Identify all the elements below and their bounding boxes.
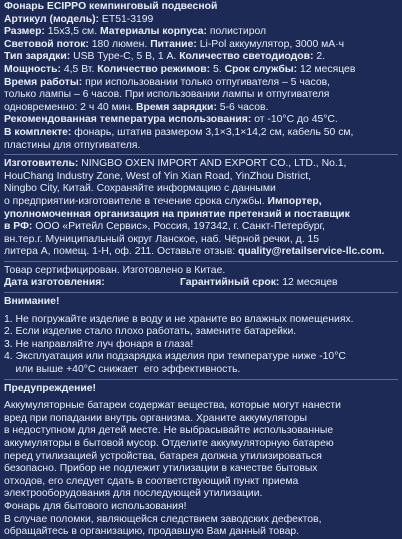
importer-line-1 bbox=[4, 221, 398, 234]
runtime-line-3 bbox=[4, 102, 398, 115]
flux-value: 180 люмен. bbox=[91, 38, 148, 50]
modes-value: 5. bbox=[213, 63, 222, 75]
product-title: Фонарь ECIPPO кемпинговый подвесной bbox=[4, 1, 218, 12]
kit-line-1 bbox=[4, 127, 398, 140]
importer-text-1: ООО «Ритейл Сервис», Россия, 197342, г. Санкт-Петербург, bbox=[35, 221, 325, 233]
divider bbox=[4, 261, 398, 262]
maker-line-3: Ningbo City, Китай. Сохраняйте информацию с данными bbox=[4, 183, 276, 195]
warning-line: обращайтесь в организацию, продавшую Вам данный товар. bbox=[4, 526, 300, 538]
temp-value: от -10°С до 45°С. bbox=[254, 114, 338, 126]
material-label: Материалы корпуса: bbox=[99, 26, 207, 38]
divider bbox=[4, 379, 398, 380]
size-line bbox=[4, 26, 398, 39]
warning-line: Аккумуляторные батареи содержат вещества, которые могут нанести bbox=[4, 400, 341, 412]
attention-heading: Внимание! bbox=[4, 296, 60, 308]
wattage-label: Мощность: bbox=[4, 63, 61, 75]
maker-text-4: о предприятии-изготовителе в течение срока службы. bbox=[4, 195, 265, 207]
list-item: или выше +40°С снижает его эффективность. bbox=[4, 364, 241, 376]
flux-label: Световой поток: bbox=[4, 38, 89, 50]
runtime-line-1 bbox=[4, 77, 398, 90]
list-item: 2. Если изделие стало плохо работать, замените батарейки. bbox=[4, 326, 297, 338]
importer-text-3: литера А, помещ. 1-Н, оф. 211. Оставьте отзыв: bbox=[4, 246, 236, 258]
charge-label: Тип зарядки: bbox=[4, 51, 71, 63]
charge-time-label: Время зарядки: bbox=[136, 101, 217, 113]
warning-line: отходов, его следует сдать в соответствующий пункт приема bbox=[4, 475, 299, 487]
article-value: ET51-3199 bbox=[101, 13, 154, 25]
article-line bbox=[4, 14, 398, 27]
warning-line: Фонарь для бытового использования! bbox=[4, 500, 187, 512]
temp-label: Рекомендованная температура использования: bbox=[4, 114, 252, 126]
warning-line: в недоступном для детей месте. Не выбрасывайте использованные bbox=[4, 425, 334, 437]
importer-line-3 bbox=[4, 246, 398, 259]
importer-email: quality@retailservice-llc.com. bbox=[238, 246, 385, 258]
life-label: Срок службы: bbox=[224, 63, 298, 75]
warning-line: перед утилизацией устройства, батарея должна утилизироваться bbox=[4, 450, 322, 462]
runtime-label: Время работы: bbox=[4, 76, 83, 88]
life-value: 12 месяцев bbox=[300, 63, 356, 75]
charge-value: USB Type-C, 5 В, 1 А. bbox=[73, 51, 177, 63]
power-value: Li-Pol аккумулятор, 3000 мА·ч bbox=[199, 38, 345, 50]
wattage-line bbox=[4, 64, 398, 77]
warning-line: вред при попадании внутрь организма. Храните аккумуляторы bbox=[4, 412, 307, 424]
power-label: Питание: bbox=[150, 38, 197, 50]
dates-line bbox=[4, 277, 398, 290]
list-item: 1. Не погружайте изделие в воду и не храните во влажных помещениях. bbox=[4, 313, 354, 325]
warning-line: электрооборудования для последующей утилизации. bbox=[4, 488, 263, 500]
maker-line-1 bbox=[4, 158, 398, 171]
warning-line: аккумуляторы в бытовой мусор. Отделите аккумуляторную батарею bbox=[4, 438, 334, 449]
runtime-line-2: только лампы – 6 часов. При использовании лампы и отпугивателя bbox=[4, 89, 330, 101]
importer-label-1: Импортер, bbox=[267, 195, 322, 207]
size-value: 15х3,5 см. bbox=[47, 26, 98, 38]
maker-line-4 bbox=[4, 196, 398, 209]
list-item: 4. Эксплуатация или подзарядка изделия при температуре ниже -10°С bbox=[4, 351, 346, 363]
warranty-label: Гарантийный срок: bbox=[180, 277, 280, 289]
maker-text-1: NINGBO OXEN IMPORT AND EXPORT CO., LTD., No.1, bbox=[81, 158, 347, 170]
temp-line bbox=[4, 114, 398, 127]
warranty bbox=[180, 277, 338, 290]
kit-label: В комплекте: bbox=[4, 126, 72, 138]
runtime-text-1: при использовании только отпугивателя – 5 часов, bbox=[85, 76, 331, 88]
warranty-value: 12 месяцев bbox=[282, 277, 338, 289]
runtime-text-3: одновременно: 2 ч 40 мин. bbox=[4, 101, 134, 113]
importer-label-3: в РФ: bbox=[4, 221, 33, 233]
warning-line: безопасно. Прибор не подлежит утилизации в качестве бытовых bbox=[4, 463, 318, 475]
leds-value: 2. bbox=[316, 51, 326, 63]
material-value: полистирол bbox=[209, 26, 267, 38]
divider bbox=[4, 154, 398, 155]
warning-heading: Предупреждение! bbox=[4, 382, 97, 394]
wattage-value: 4,5 Вт. bbox=[63, 63, 95, 75]
leds-label: Количество светодиодов: bbox=[179, 51, 314, 63]
importer-line-2: вн.тер.г. Муниципальный округ Ланское, наб. Чёрной речки, д. 15 bbox=[4, 233, 320, 245]
charge-line bbox=[4, 51, 398, 64]
size-label: Размер: bbox=[4, 26, 45, 38]
attention-list bbox=[4, 314, 398, 377]
certification-text: Товар сертифицирован. Изготовлено в Китае. bbox=[4, 264, 226, 276]
maker-label: Изготовитель: bbox=[4, 158, 79, 170]
flux-line bbox=[4, 39, 398, 52]
maker-line-2: HouChang Industry Zone, West of Yin Xian Road, YinZhou District, bbox=[4, 170, 312, 182]
warning-line: В случае поломки, являющейся следствием заводских дефектов, bbox=[4, 513, 322, 525]
article-label: Артикул (модель): bbox=[4, 13, 100, 25]
list-item: 3. Не направляйте луч фонаря в глаза! bbox=[4, 338, 194, 350]
kit-line-2: пластины для отпугивателя. bbox=[4, 139, 141, 151]
date-label: Дата изготовления: bbox=[4, 277, 105, 289]
kit-text-1: фонарь, штатив размером 3,1×3,1×14,2 см, кабель 50 см, bbox=[74, 126, 354, 138]
importer-label-2: уполномоченная организация на принятие претензий и поставщик bbox=[4, 208, 350, 220]
charge-time-value: 5-6 часов. bbox=[219, 101, 269, 113]
modes-label: Количество режимов: bbox=[97, 63, 211, 75]
divider bbox=[4, 292, 398, 293]
